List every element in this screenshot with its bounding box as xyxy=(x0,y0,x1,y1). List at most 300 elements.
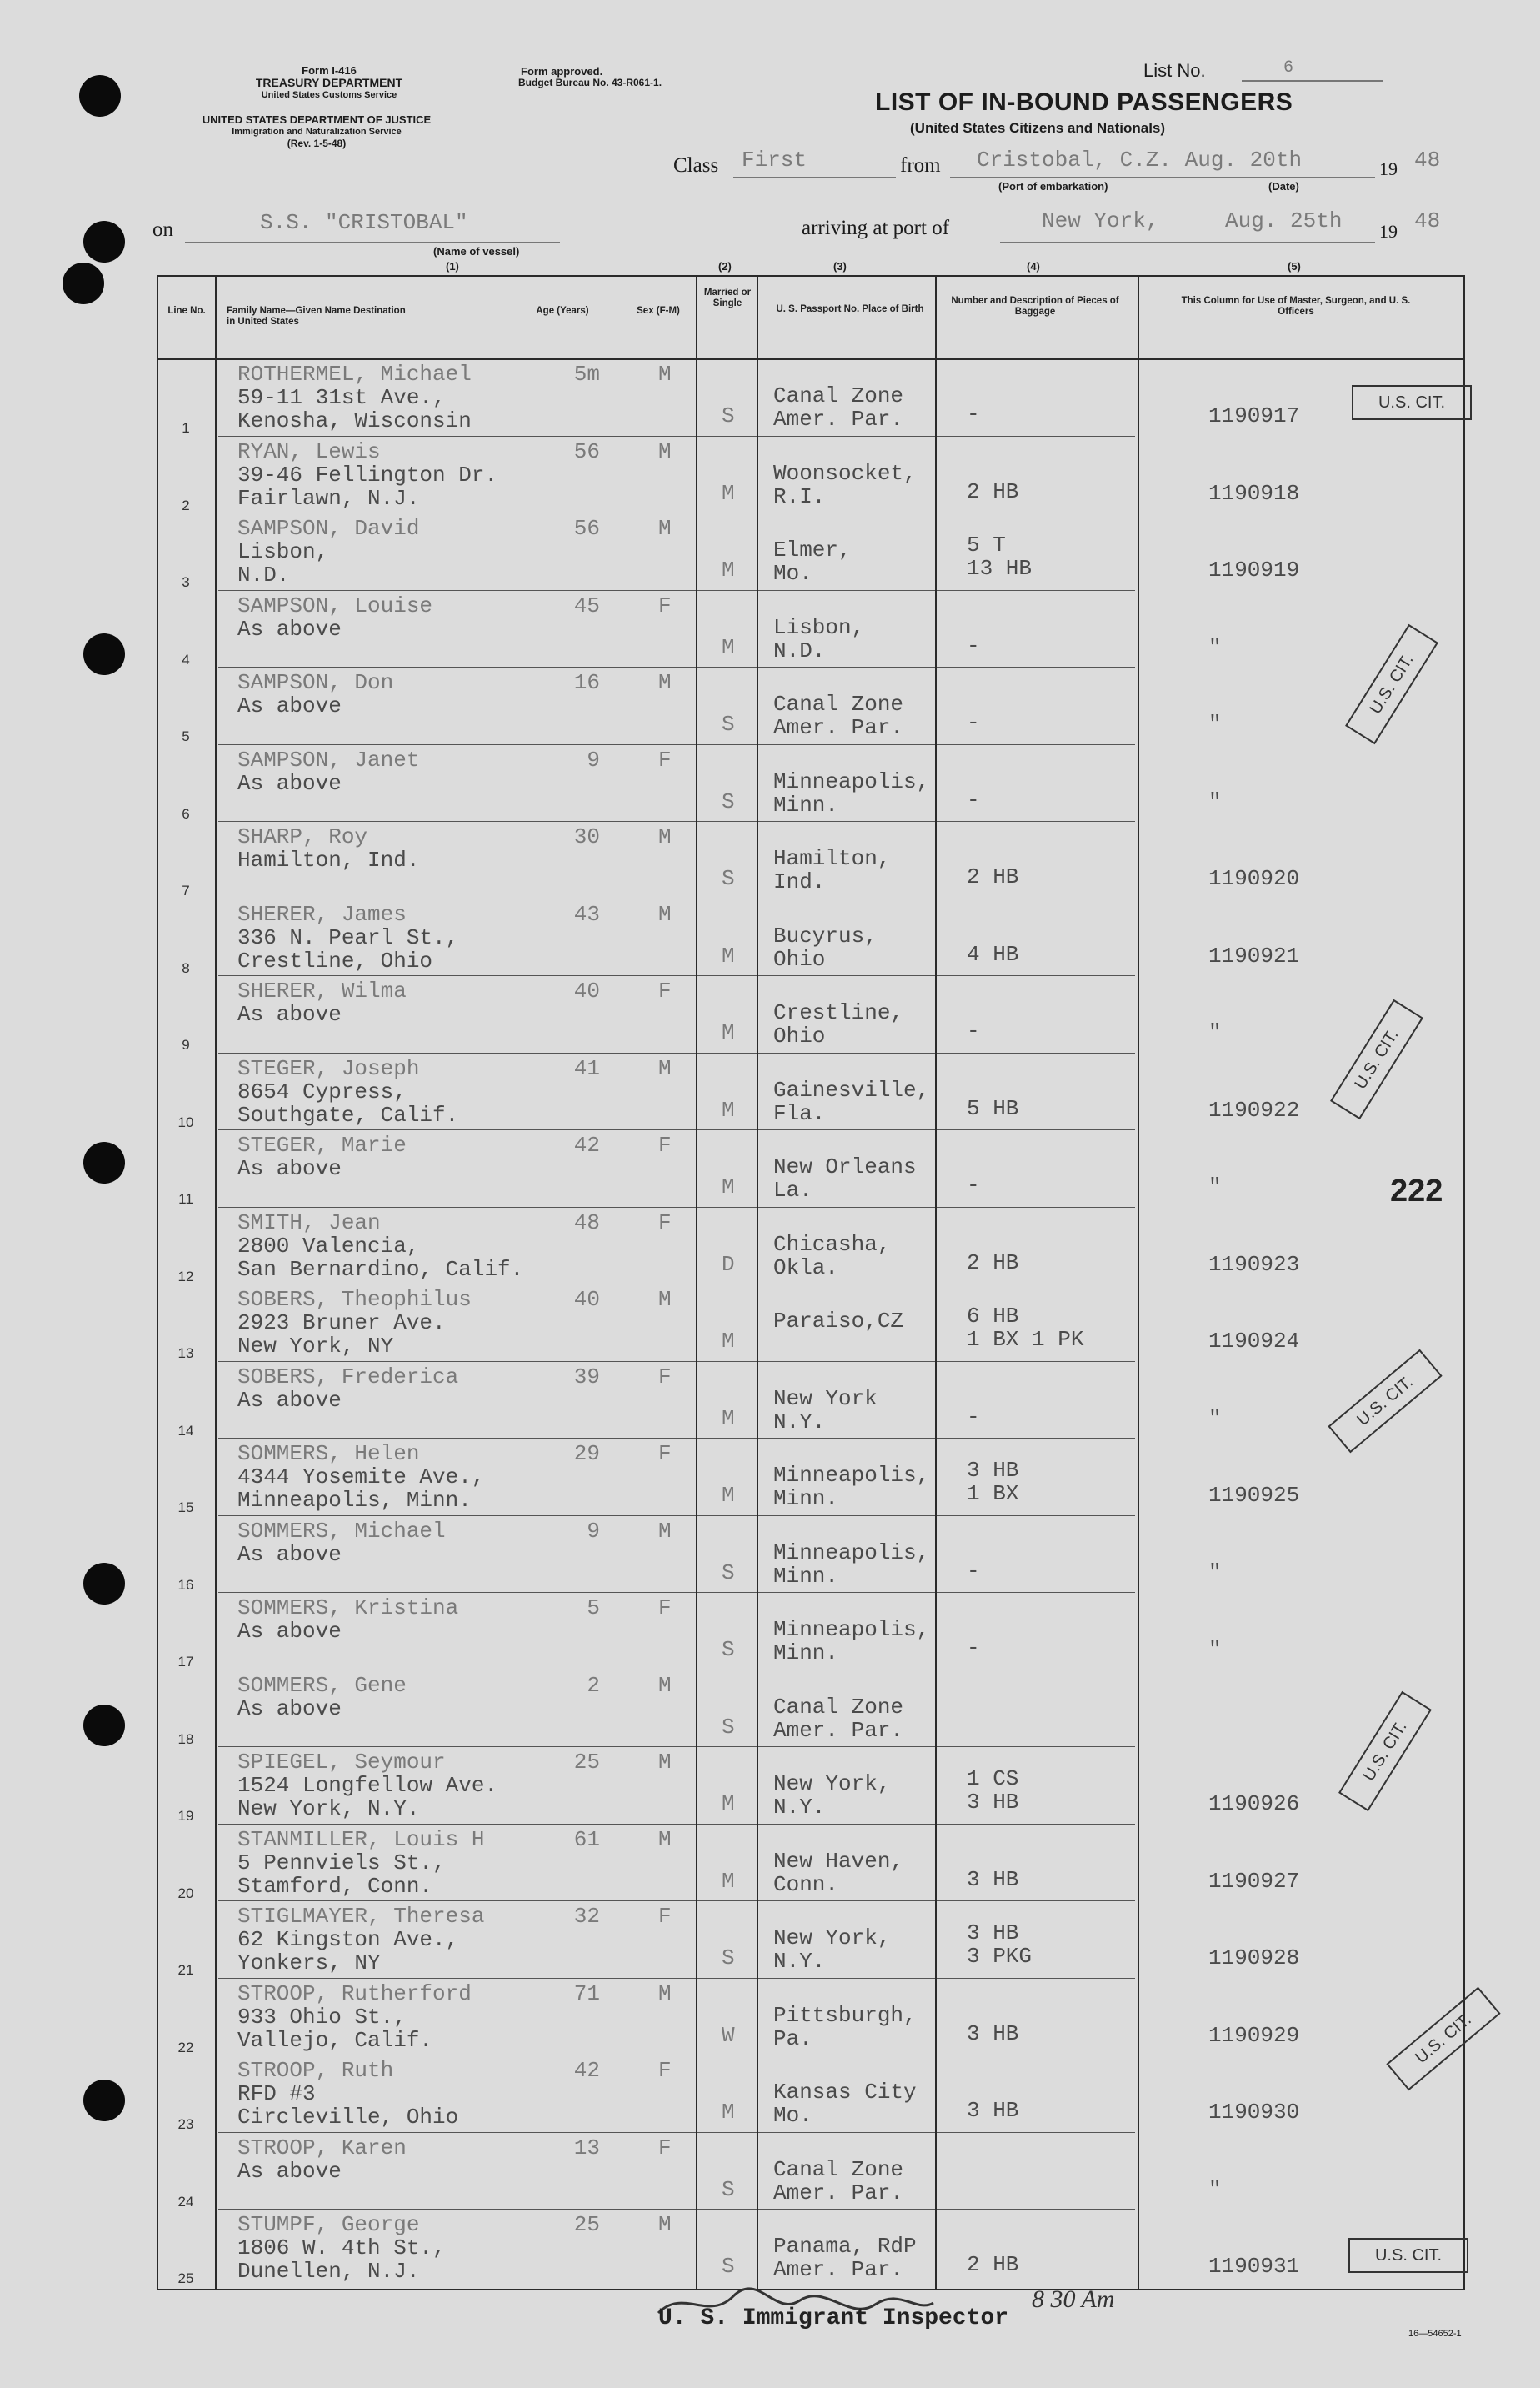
line-number: 16 xyxy=(178,1576,194,1593)
marital-status: M xyxy=(722,1868,735,1894)
form-approved: Form approved. xyxy=(521,65,603,78)
destination-line-2: N.D. xyxy=(238,563,290,588)
sex: M xyxy=(658,1750,672,1775)
document-subtitle: (United States Citizens and Nationals) xyxy=(910,120,1166,136)
row-rule xyxy=(218,590,1135,591)
punch-hole xyxy=(83,221,125,263)
destination-line-2: Fairlawn, N.J. xyxy=(238,485,420,511)
budget-bureau: Budget Bureau No. 43-R061-1. xyxy=(518,77,662,88)
row-rule xyxy=(218,2209,1135,2210)
line-number: 11 xyxy=(178,1191,193,1207)
place-of-birth-2: Amer. Par. xyxy=(773,715,904,740)
place-of-birth-2: Ohio xyxy=(773,946,826,972)
officer-number: 1190925 xyxy=(1208,1483,1300,1508)
col-number-4: (4) xyxy=(1027,260,1040,273)
destination-line-1: Lisbon, xyxy=(238,539,329,564)
place-of-birth-1: Paraiso,CZ xyxy=(773,1309,904,1334)
age: 40 xyxy=(573,1287,600,1312)
destination-line-2: Vallejo, Calif. xyxy=(238,2027,433,2053)
passenger-name: SPIEGEL, Seymour xyxy=(238,1750,446,1775)
inspector-label: U. S. Immigrant Inspector xyxy=(658,2305,1009,2331)
sex: F xyxy=(658,1595,672,1620)
sex: F xyxy=(658,1441,672,1466)
marital-status: D xyxy=(722,1251,735,1277)
place-of-birth-2: N.Y. xyxy=(773,1949,826,1974)
place-of-birth-2: Minn. xyxy=(773,792,839,818)
officer-number: " xyxy=(1208,1559,1222,1585)
age: 45 xyxy=(573,593,600,618)
baggage-1: 5 T xyxy=(967,533,1006,558)
passenger-name: SOMMERS, Helen xyxy=(238,1441,420,1466)
sex: F xyxy=(658,1904,672,1929)
baggage-1: 3 HB xyxy=(967,2020,1019,2046)
place-of-birth-1: Minneapolis, xyxy=(773,1463,930,1488)
baggage-1: - xyxy=(967,1019,980,1044)
line-number: 12 xyxy=(178,1268,194,1284)
destination-line-1: As above xyxy=(238,693,342,718)
baggage-1: 3 HB xyxy=(967,1920,1019,1945)
col-header-officers: This Column for Use of Master, Surgeon, and U. S. Officers xyxy=(1181,296,1411,317)
stamp-text: U.S. CIT. xyxy=(1366,651,1418,718)
officer-number: 1190922 xyxy=(1208,1097,1300,1123)
place-of-birth-1: New York, xyxy=(773,1771,891,1796)
place-of-birth-1: New York, xyxy=(773,1925,891,1950)
destination-line-1: 1524 Longfellow Ave. xyxy=(238,1773,498,1798)
baggage-1: - xyxy=(967,1558,980,1584)
column-rule xyxy=(757,275,758,2290)
place-of-birth-2: Mo. xyxy=(773,2103,812,2128)
age: 71 xyxy=(573,1980,600,2006)
col-header-sex: Sex (F-M) xyxy=(637,306,680,316)
passenger-name: ROTHERMEL, Michael xyxy=(238,362,472,387)
passenger-name: SOMMERS, Kristina xyxy=(238,1595,459,1620)
destination-line-1: As above xyxy=(238,1156,342,1181)
marital-status: M xyxy=(722,1791,735,1816)
baggage-1: 2 HB xyxy=(967,2252,1019,2277)
age: 29 xyxy=(573,1441,600,1466)
destination-line-1: As above xyxy=(238,1695,342,1721)
col-number-1: (1) xyxy=(446,260,459,273)
place-of-birth-2: N.D. xyxy=(773,638,826,663)
stamp-text: U.S. CIT. xyxy=(1374,2246,1442,2265)
passenger-name: STANMILLER, Louis H xyxy=(238,1826,485,1852)
baggage-2: 1 BX xyxy=(967,1481,1019,1506)
col-header-name: Family Name—Given Name Destination in United States xyxy=(227,306,406,327)
officer-number: " xyxy=(1208,712,1222,737)
place-of-birth-2: La. xyxy=(773,1178,812,1203)
revision-date: (Rev. 1-5-48) xyxy=(287,138,347,149)
officer-number: 1190920 xyxy=(1208,866,1300,891)
line-number: 20 xyxy=(178,1885,194,1901)
place-of-birth-1: New Haven, xyxy=(773,1848,904,1874)
sex: M xyxy=(658,1826,672,1852)
sex: F xyxy=(658,747,672,773)
line-number: 24 xyxy=(178,2193,194,2210)
baggage-1: 1 CS xyxy=(967,1766,1019,1791)
line-number: 17 xyxy=(178,1654,194,1670)
line-number: 21 xyxy=(178,1962,194,1978)
year-value: 48 xyxy=(1414,148,1441,173)
sex: M xyxy=(658,438,672,464)
marital-status: S xyxy=(722,403,735,428)
line-number: 7 xyxy=(182,883,190,899)
row-rule xyxy=(218,821,1135,822)
destination-line-1: 5 Pennviels St., xyxy=(238,1850,446,1875)
passenger-name: SOBERS, Frederica xyxy=(238,1364,459,1389)
line-number: 1 xyxy=(182,420,190,436)
sex: F xyxy=(658,593,672,618)
place-of-birth-1: Pittsburgh, xyxy=(773,2002,917,2028)
place-of-birth-1: New York xyxy=(773,1385,878,1411)
passenger-name: SAMPSON, Louise xyxy=(238,593,433,618)
list-no-label: List No. xyxy=(1143,60,1206,81)
baggage-1: - xyxy=(967,633,980,658)
margin-number: 222 xyxy=(1390,1174,1443,1209)
officer-number: 1190919 xyxy=(1208,558,1300,583)
age: 41 xyxy=(573,1055,600,1081)
destination-line-2: Stamford, Conn. xyxy=(238,1873,433,1899)
age: 32 xyxy=(573,1904,600,1929)
baggage-1: - xyxy=(967,1173,980,1198)
line-number: 2 xyxy=(182,497,190,513)
line-number: 25 xyxy=(178,2270,194,2286)
sex: F xyxy=(658,2135,672,2160)
age: 40 xyxy=(573,979,600,1004)
destination-line-1: As above xyxy=(238,1002,342,1027)
destination-line-1: 62 Kingston Ave., xyxy=(238,1927,459,1952)
passenger-name: STEGER, Joseph xyxy=(238,1055,420,1081)
passenger-name: RYAN, Lewis xyxy=(238,438,381,464)
marital-status: M xyxy=(722,1097,735,1123)
age: 43 xyxy=(573,901,600,927)
class-value: First xyxy=(742,148,808,173)
passenger-name: SAMPSON, Janet xyxy=(238,747,420,773)
marital-status: M xyxy=(722,1020,735,1045)
year-prefix: 19 xyxy=(1379,158,1398,179)
place-of-birth-2: Fla. xyxy=(773,1100,826,1126)
baggage-1: - xyxy=(967,402,980,427)
place-of-birth-1: Minneapolis, xyxy=(773,1539,930,1565)
place-of-birth-2: N.Y. xyxy=(773,1409,826,1434)
class-label: Class xyxy=(673,154,719,177)
sex: M xyxy=(658,516,672,541)
passenger-name: SHERER, James xyxy=(238,901,407,927)
destination-line-2: New York, NY xyxy=(238,1334,394,1359)
marital-status: M xyxy=(722,634,735,660)
row-rule xyxy=(218,667,1135,668)
age: 56 xyxy=(573,438,600,464)
header-rule xyxy=(157,358,1465,360)
age: 25 xyxy=(573,1750,600,1775)
sex: M xyxy=(658,1672,672,1698)
form-number: Form I-416 xyxy=(302,64,357,77)
officer-number: 1190928 xyxy=(1208,1945,1300,1970)
passenger-name: STROOP, Karen xyxy=(238,2135,407,2160)
marital-status: M xyxy=(722,1329,735,1354)
age: 42 xyxy=(573,1133,600,1158)
destination-line-2: Southgate, Calif. xyxy=(238,1102,459,1128)
row-rule xyxy=(218,744,1135,745)
row-rule xyxy=(218,1129,1135,1130)
line-number: 13 xyxy=(178,1345,194,1361)
column-rule xyxy=(696,275,698,2290)
place-of-birth-2: Ohio xyxy=(773,1024,826,1049)
line-number: 4 xyxy=(182,651,190,668)
sex: F xyxy=(658,1364,672,1389)
arrival-year: 48 xyxy=(1414,208,1441,233)
baggage-1: 3 HB xyxy=(967,1866,1019,1892)
place-of-birth-1: Canal Zone xyxy=(773,1694,904,1720)
sex: M xyxy=(658,824,672,849)
col-number-5: (5) xyxy=(1288,260,1301,273)
baggage-2: 3 PKG xyxy=(967,1944,1032,1969)
sex: F xyxy=(658,1133,672,1158)
officer-number: 1190927 xyxy=(1208,1868,1300,1894)
baggage-1: 2 HB xyxy=(967,1249,1019,1275)
treasury-department: TREASURY DEPARTMENT xyxy=(255,76,403,89)
row-rule xyxy=(218,1592,1135,1593)
baggage-2: 1 BX 1 PK xyxy=(967,1327,1084,1352)
baggage-1: 3 HB xyxy=(967,1458,1019,1483)
column-rule xyxy=(215,275,217,2290)
baggage-2: 13 HB xyxy=(967,556,1032,581)
vessel-name: S.S. "CRISTOBAL" xyxy=(260,210,468,235)
officer-number: 1190918 xyxy=(1208,480,1300,506)
baggage-1: 4 HB xyxy=(967,941,1019,967)
line-number: 6 xyxy=(182,805,190,822)
destination-line-1: As above xyxy=(238,1619,342,1644)
age: 2 xyxy=(587,1672,600,1698)
marital-status: M xyxy=(722,943,735,969)
age: 56 xyxy=(573,516,600,541)
age: 13 xyxy=(573,2135,600,2160)
passenger-name: SAMPSON, David xyxy=(238,516,420,541)
print-code: 16—54652-1 xyxy=(1408,2329,1462,2339)
sex: M xyxy=(658,2212,672,2237)
row-rule xyxy=(218,1361,1135,1362)
place-of-birth-2: Pa. xyxy=(773,2025,812,2051)
baggage-1: 2 HB xyxy=(967,864,1019,889)
row-rule xyxy=(218,975,1135,976)
arrival-port: New York, xyxy=(1042,208,1159,233)
line-number: 22 xyxy=(178,2039,194,2055)
row-rule xyxy=(218,436,1135,437)
age: 42 xyxy=(573,2058,600,2083)
passenger-name: SOMMERS, Gene xyxy=(238,1672,407,1698)
place-of-birth-2: R.I. xyxy=(773,483,826,509)
col-header-line-no: Line No. xyxy=(168,306,206,316)
time-note: 8 30 Am xyxy=(1032,2285,1115,2313)
row-rule xyxy=(218,2132,1135,2133)
destination-line-1: RFD #3 xyxy=(238,2081,316,2106)
place-of-birth-2: Amer. Par. xyxy=(773,2257,904,2282)
place-of-birth-1: Chicasha, xyxy=(773,1231,891,1257)
baggage-1: - xyxy=(967,710,980,735)
row-rule xyxy=(218,1515,1135,1516)
line-number: 23 xyxy=(178,2116,194,2132)
ins-service: Immigration and Naturalization Service xyxy=(232,127,402,137)
line-number: 19 xyxy=(178,1808,194,1824)
marital-status: S xyxy=(722,2254,735,2279)
row-rule xyxy=(218,1900,1135,1901)
col-header-baggage: Number and Description of Pieces of Baggage xyxy=(951,296,1119,317)
stamp-text: U.S. CIT. xyxy=(1351,1026,1402,1093)
sex: M xyxy=(658,670,672,695)
punch-hole xyxy=(83,2080,125,2121)
row-rule xyxy=(218,1207,1135,1208)
destination-line-1: As above xyxy=(238,1541,342,1567)
age: 5m xyxy=(573,362,600,387)
officer-number: 1190921 xyxy=(1208,943,1300,969)
us-cit-stamp xyxy=(1348,2238,1468,2273)
place-of-birth-1: Minneapolis, xyxy=(773,768,930,794)
passenger-name: STUMPF, George xyxy=(238,2212,420,2237)
place-of-birth-1: Gainesville, xyxy=(773,1077,930,1103)
age: 61 xyxy=(573,1826,600,1852)
destination-line-2: Kenosha, Wisconsin xyxy=(238,408,472,433)
place-of-birth-1: Canal Zone xyxy=(773,692,904,717)
age: 9 xyxy=(587,747,600,773)
port-caption: (Port of embarkation) xyxy=(998,180,1108,193)
col-header-age: Age (Years) xyxy=(536,306,589,316)
line-number: 9 xyxy=(182,1037,190,1053)
destination-line-1: 933 Ohio St., xyxy=(238,2004,407,2030)
age: 25 xyxy=(573,2212,600,2237)
marital-status: M xyxy=(722,480,735,506)
passenger-name: STROOP, Ruth xyxy=(238,2058,394,2083)
destination-line-1: 2800 Valencia, xyxy=(238,1233,420,1259)
place-of-birth-2: Minn. xyxy=(773,1486,839,1511)
us-cit-stamp xyxy=(1352,385,1472,420)
row-rule xyxy=(218,1824,1135,1825)
place-of-birth-2: Amer. Par. xyxy=(773,2180,904,2205)
passenger-name: SHARP, Roy xyxy=(238,824,368,849)
destination-line-1: Hamilton, Ind. xyxy=(238,848,420,873)
punch-hole xyxy=(83,1563,125,1605)
officer-number: " xyxy=(1208,634,1222,660)
officer-number: " xyxy=(1208,788,1222,814)
line-number: 5 xyxy=(182,728,190,744)
place-of-birth-2: Minn. xyxy=(773,1563,839,1589)
marital-status: S xyxy=(722,1945,735,1970)
officer-number: 1190924 xyxy=(1208,1329,1300,1354)
col-number-3: (3) xyxy=(833,260,847,273)
officer-number: 1190923 xyxy=(1208,1251,1300,1277)
destination-line-2: Crestline, Ohio xyxy=(238,948,433,974)
place-of-birth-2: Mo. xyxy=(773,561,812,586)
marital-status: M xyxy=(722,1174,735,1199)
line-number: 14 xyxy=(178,1422,194,1439)
destination-line-1: 2923 Bruner Ave. xyxy=(238,1310,446,1335)
list-no-value: 6 xyxy=(1283,58,1294,78)
sex: M xyxy=(658,901,672,927)
baggage-1: - xyxy=(967,1404,980,1429)
officer-number: " xyxy=(1208,1637,1222,1662)
place-of-birth-1: Canal Zone xyxy=(773,383,904,408)
passenger-name: STROOP, Rutherford xyxy=(238,1980,472,2006)
destination-line-1: 4344 Yosemite Ave., xyxy=(238,1464,485,1489)
baggage-1: 3 HB xyxy=(967,2098,1019,2123)
place-of-birth-2: N.Y. xyxy=(773,1795,826,1820)
marital-status: S xyxy=(722,1637,735,1662)
place-of-birth-1: Hamilton, xyxy=(773,846,891,871)
baggage-1: - xyxy=(967,787,980,813)
age: 39 xyxy=(573,1364,600,1389)
passenger-name: SHERER, Wilma xyxy=(238,979,407,1004)
destination-line-2: Dunellen, N.J. xyxy=(238,2259,420,2284)
officer-number: " xyxy=(1208,1174,1222,1199)
line-number: 18 xyxy=(178,1730,194,1747)
passenger-name: SAMPSON, Don xyxy=(238,670,394,695)
line-number: 10 xyxy=(178,1114,194,1130)
destination-line-1: 336 N. Pearl St., xyxy=(238,924,459,950)
marital-status: S xyxy=(722,866,735,891)
passenger-name: SOMMERS, Michael xyxy=(238,1518,446,1544)
place-of-birth-1: Lisbon, xyxy=(773,614,865,640)
on-label: on xyxy=(152,218,173,241)
officer-number: 1190931 xyxy=(1208,2254,1300,2279)
row-rule xyxy=(218,1053,1135,1054)
place-of-birth-2: Conn. xyxy=(773,1871,839,1897)
punch-hole xyxy=(62,263,104,304)
sex: M xyxy=(658,1518,672,1544)
destination-line-1: 8654 Cypress, xyxy=(238,1079,407,1104)
place-of-birth-1: Bucyrus, xyxy=(773,923,878,949)
passenger-name: STEGER, Marie xyxy=(238,1133,407,1158)
passenger-name: STIGLMAYER, Theresa xyxy=(238,1904,485,1929)
officer-number: 1190926 xyxy=(1208,1791,1300,1816)
destination-line-2: Yonkers, NY xyxy=(238,1950,381,1975)
line-number: 8 xyxy=(182,959,190,976)
baggage-1: - xyxy=(967,1635,980,1660)
officer-number: 1190917 xyxy=(1208,403,1300,428)
destination-line-1: As above xyxy=(238,1387,342,1413)
officer-number: " xyxy=(1208,1020,1222,1045)
sex: M xyxy=(658,1287,672,1312)
arriving-label: arriving at port of xyxy=(802,217,950,239)
place-of-birth-1: New Orleans xyxy=(773,1154,917,1179)
destination-line-1: As above xyxy=(238,616,342,642)
stamp-text: U.S. CIT. xyxy=(1353,1372,1417,1430)
arrival-year-prefix: 19 xyxy=(1379,221,1398,242)
age: 48 xyxy=(573,1209,600,1235)
line-number: 3 xyxy=(182,574,190,590)
marital-status: M xyxy=(722,558,735,583)
vessel-caption: (Name of vessel) xyxy=(433,245,520,258)
place-of-birth-1: Panama, RdP xyxy=(773,2234,917,2259)
stamp-text: U.S. CIT. xyxy=(1378,393,1445,412)
from-label: from xyxy=(900,154,941,177)
marital-status: S xyxy=(722,712,735,737)
officer-number: 1190930 xyxy=(1208,2100,1300,2125)
marital-status: S xyxy=(722,1714,735,1740)
punch-hole xyxy=(79,75,121,117)
place-of-birth-1: Canal Zone xyxy=(773,2156,904,2182)
row-rule xyxy=(218,1438,1135,1439)
destination-line-1: 59-11 31st Ave., xyxy=(238,385,446,410)
place-of-birth-1: Minneapolis, xyxy=(773,1617,930,1642)
punch-hole xyxy=(83,1142,125,1184)
col-header-married: Married or Single xyxy=(703,288,752,308)
destination-line-1: 1806 W. 4th St., xyxy=(238,2235,446,2260)
baggage-1: 5 HB xyxy=(967,1095,1019,1121)
baggage-1: 2 HB xyxy=(967,478,1019,504)
place-of-birth-2: Okla. xyxy=(773,1254,839,1280)
col-number-2: (2) xyxy=(718,260,732,273)
marital-status: S xyxy=(722,2176,735,2202)
customs-service: United States Customs Service xyxy=(261,90,398,100)
place-of-birth-2: Ind. xyxy=(773,869,826,894)
